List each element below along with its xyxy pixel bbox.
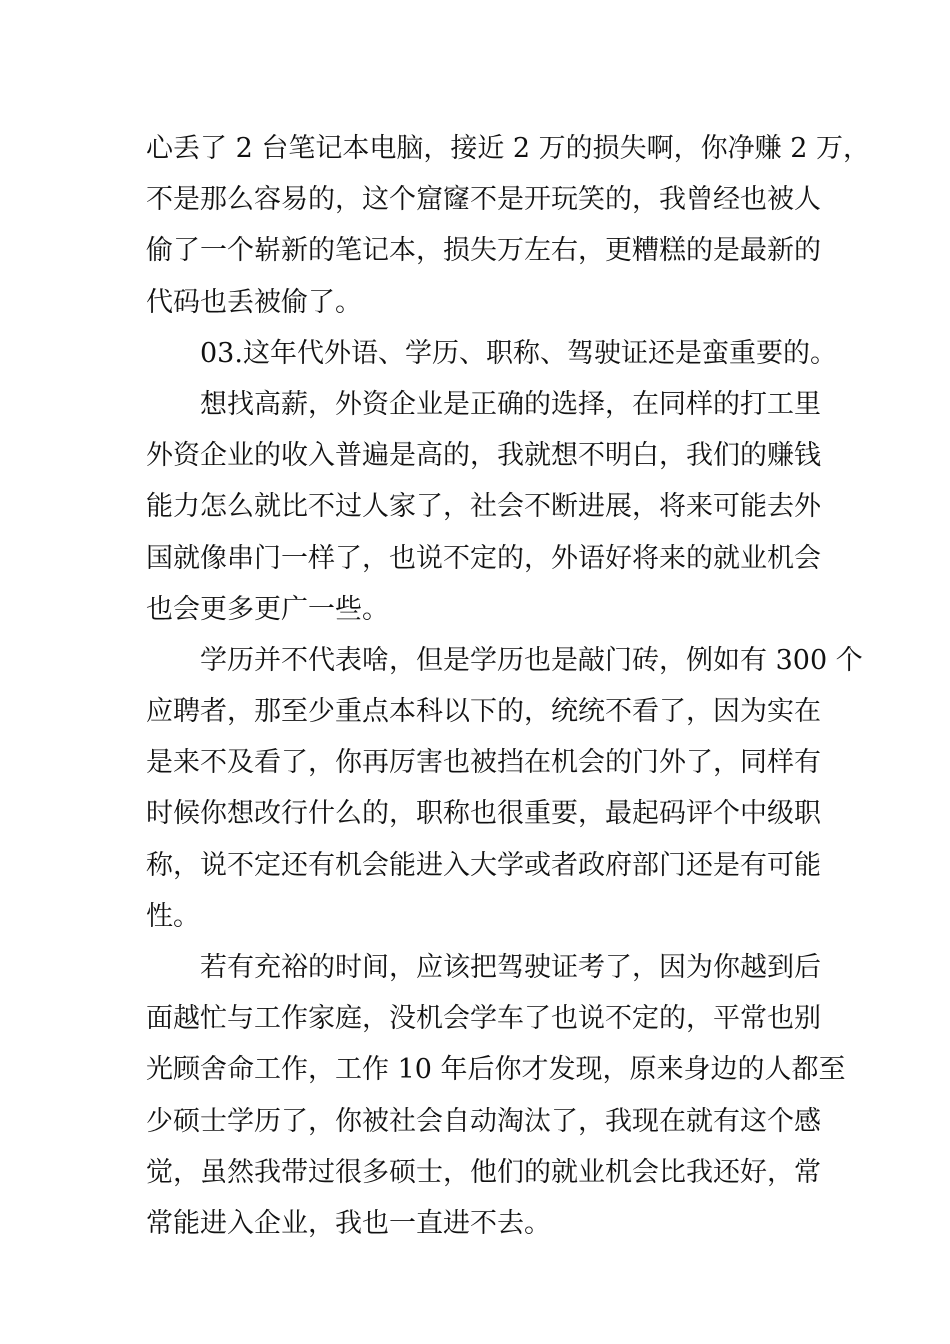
text-line: 光顾舍命工作，工作 10 年后你才发现，原来身边的人都至 — [146, 1054, 846, 1086]
text-line: 应聘者，那至少重点本科以下的，统统不看了，因为实在 — [146, 696, 821, 728]
text-line: 称，说不定还有机会能进入大学或者政府部门还是有可能 — [146, 849, 821, 881]
section-heading: 03.这年代外语、学历、职称、驾驶证还是蛮重要的。 — [200, 337, 837, 369]
text-line: 时候你想改行什么的，职称也很重要，最起码评个中级职 — [146, 798, 821, 830]
text-line: 偷了一个崭新的笔记本，损失万左右，更糟糕的是最新的 — [146, 235, 821, 267]
text-line: 学历并不代表啥，但是学历也是敲门砖，例如有 300 个 — [200, 644, 863, 676]
text-line: 面越忙与工作家庭，没机会学车了也说不定的，平常也别 — [146, 1003, 821, 1035]
text-line: 不是那么容易的，这个窟窿不是开玩笑的，我曾经也被人 — [146, 184, 821, 216]
paragraph-2-heading — [146, 328, 837, 379]
paragraph-5 — [146, 942, 846, 1249]
text-line: 能力怎么就比不过人家了，社会不断进展，将来可能去外 — [146, 491, 821, 523]
text-line: 代码也丢被偷了。 — [146, 286, 362, 318]
text-line: 也会更多更广一些。 — [146, 593, 389, 625]
text-line: 是来不及看了，你再厉害也被挡在机会的门外了，同样有 — [146, 747, 821, 779]
text-line: 性。 — [146, 900, 200, 932]
paragraph-4 — [146, 635, 863, 942]
text-line: 常能进入企业，我也一直进不去。 — [146, 1207, 551, 1239]
document-body — [146, 123, 871, 1249]
text-line: 若有充裕的时间，应该把驾驶证考了，因为你越到后 — [200, 952, 821, 983]
paragraph-3 — [146, 379, 821, 635]
text-line: 外资企业的收入普遍是高的，我就想不明白，我们的赚钱 — [146, 440, 821, 472]
text-line: 少硕士学历了，你被社会自动淘汰了，我现在就有这个感 — [146, 1105, 821, 1137]
text-line: 觉，虽然我带过很多硕士，他们的就业机会比我还好，常 — [146, 1156, 821, 1188]
text-line: 心丢了 2 台笔记本电脑，接近 2 万的损失啊，你净赚 2 万， — [146, 133, 871, 164]
text-line: 国就像串门一样了，也说不定的，外语好将来的就业机会 — [146, 542, 821, 574]
paragraph-1 — [146, 123, 871, 328]
text-line: 想找高薪，外资企业是正确的选择，在同样的打工里 — [200, 388, 821, 420]
